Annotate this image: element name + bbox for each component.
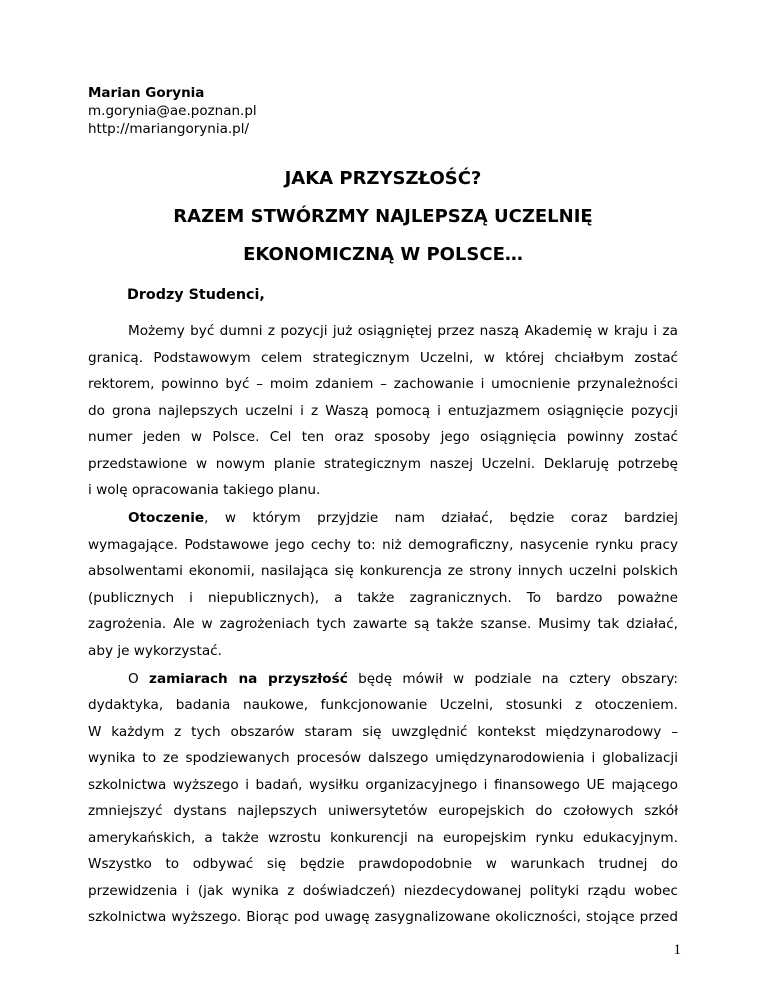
text-line: numer jeden w Polsce. Cel ten oraz sposoby jego osiągnięcia powinny zostać bbox=[88, 429, 678, 445]
text-line: przewidzenia i (jak wynika z doświadczeń) niezdecydowanej polityki rządu wobec bbox=[88, 882, 678, 899]
text-line: szkolnictwa wyższego. Biorąc pod uwagę zasygnalizowane okoliczności, stojące przed bbox=[88, 909, 678, 925]
text-line bbox=[88, 666, 678, 693]
text-line: i wolę opracowania takiego planu. bbox=[88, 482, 321, 498]
text-line: zagrożenia. Ale w zagrożeniach tych zawarte są także szanse. Musimy tak działać, bbox=[88, 616, 678, 632]
page-number: 1 bbox=[673, 942, 681, 958]
text-run: będę mówił w podziale na cztery obszary: bbox=[347, 670, 678, 687]
author-block bbox=[88, 84, 257, 138]
text-run: , w którym przyjdzie nam działać, będzie coraz bardziej bbox=[204, 510, 678, 526]
body-text bbox=[88, 318, 678, 932]
title-line-1: JAKA PRZYSZŁOŚĆ? bbox=[284, 168, 482, 189]
document-title bbox=[88, 160, 678, 274]
author-website: http://mariangorynia.pl/ bbox=[88, 121, 250, 137]
text-line: amerykańskich, a także wzrostu konkurencji na europejskim rynku edukacyjnym. bbox=[88, 829, 678, 846]
greeting: Drodzy Studenci, bbox=[127, 287, 265, 303]
text-line: (publicznych i niepublicznych), a także zagranicznych. To bardzo poważne bbox=[88, 589, 678, 606]
title-line-2: RAZEM STWÓRZMY NAJLEPSZĄ UCZELNIĘ bbox=[173, 206, 593, 227]
paragraph-3 bbox=[88, 666, 678, 931]
text-line: Możemy być dumni z pozycji już osiągniętej przez naszą Akademię w kraju i za bbox=[128, 323, 678, 339]
emphasis-otoczenie: Otoczenie bbox=[128, 510, 205, 526]
author-email: m.gorynia@ae.poznan.pl bbox=[88, 103, 257, 119]
text-line: do grona najlepszych uczelni i z Waszą pomocą i entuzjazmem osiągnięcie pozycji bbox=[88, 402, 678, 419]
text-line: wymagające. Podstawowe jego cechy to: niż demograficzny, nasycenie rynku pracy bbox=[88, 536, 678, 553]
emphasis-zamiarach: zamiarach na przyszłość bbox=[149, 670, 348, 687]
text-line: aby je wykorzystać. bbox=[88, 642, 222, 659]
text-line: zmniejszyć dystans najlepszych uniwersytetów europejskich do czołowych szkół bbox=[88, 803, 678, 819]
text-line bbox=[88, 505, 678, 532]
text-run: O bbox=[128, 670, 150, 687]
text-line: Wszystko to odbywać się będzie prawdopodobnie w warunkach trudnej do bbox=[88, 856, 678, 872]
text-line: rektorem, powinno być – moim zdaniem – zachowanie i umocnienie przynależności bbox=[88, 376, 678, 392]
title-line-3: EKONOMICZNĄ W POLSCE… bbox=[243, 244, 523, 265]
text-line: przedstawione w nowym planie strategicznym naszej Uczelni. Deklaruję potrzebę bbox=[88, 455, 678, 472]
text-line: dydaktyka, badania naukowe, funkcjonowanie Uczelni, stosunki z otoczeniem. bbox=[88, 697, 678, 713]
paragraph-2 bbox=[88, 505, 678, 664]
text-line: W każdym z tych obszarów staram się uwzględnić kontekst międzynarodowy – bbox=[88, 723, 678, 740]
paragraph-1 bbox=[88, 318, 678, 504]
text-line: absolwentami ekonomii, nasilająca się konkurencja ze strony innych uczelni polskich bbox=[88, 563, 678, 579]
author-name: Marian Gorynia bbox=[88, 85, 205, 101]
text-line: szkolnictwa wyższego i badań, wysiłku organizacyjnego i finansowego UE mającego bbox=[88, 776, 678, 793]
text-line: wynika to ze spodziewanych procesów dalszego umiędzynarodowienia i globalizacji bbox=[88, 750, 678, 766]
text-line: granicą. Podstawowym celem strategicznym Uczelni, w której chciałbym zostać bbox=[88, 349, 678, 366]
